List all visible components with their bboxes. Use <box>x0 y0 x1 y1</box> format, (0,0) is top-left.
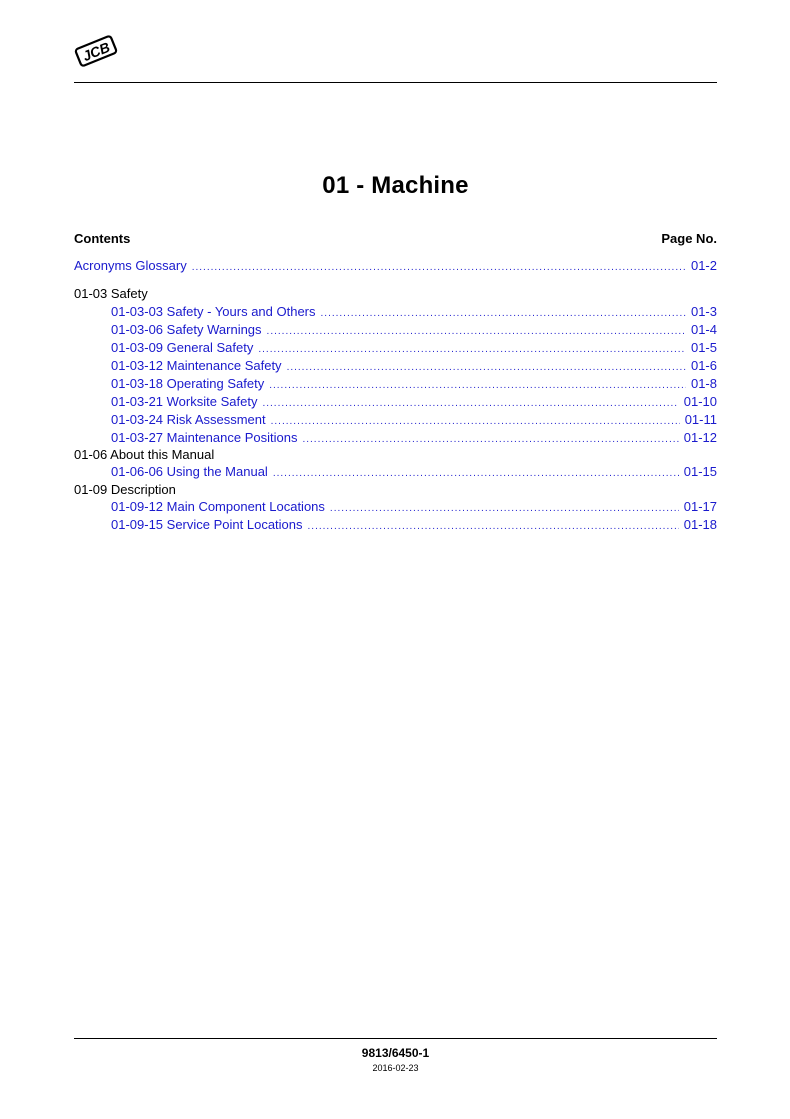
toc-entry-page: 01-15 <box>683 464 717 479</box>
toc-entry-using-the-manual[interactable] <box>111 464 717 480</box>
toc-entry-general-safety[interactable] <box>111 340 717 356</box>
toc-entry-title: Acronyms Glossary <box>74 258 187 273</box>
footer-rule <box>74 1038 717 1039</box>
toc-entry-title: 01-03-03 Safety - Yours and Others <box>111 304 316 319</box>
toc-entry-title: 01-09-15 Service Point Locations <box>111 517 303 532</box>
toc-entry-page: 01-10 <box>683 394 717 409</box>
toc-leader-dots <box>273 466 679 482</box>
toc-entry-title: 01-03-24 Risk Assessment <box>111 412 266 427</box>
toc-header <box>74 231 717 246</box>
toc-entry-maintenance-positions[interactable] <box>111 430 717 446</box>
toc-leader-dots <box>321 306 686 322</box>
document-code: 9813/6450-1 <box>361 1046 430 1060</box>
toc-entry-title: 01-06-06 Using the Manual <box>111 464 268 479</box>
toc-entry-page: 01-18 <box>683 517 717 532</box>
toc-leader-dots <box>262 396 678 412</box>
toc-entry-acronyms-glossary[interactable] <box>74 258 717 274</box>
toc-entry-title: 01-03-12 Maintenance Safety <box>111 358 282 373</box>
toc-leader-dots <box>302 432 678 448</box>
toc-entry-service-point-locations[interactable] <box>111 517 717 533</box>
toc-leader-dots <box>287 360 686 376</box>
page-no-label: Page No. <box>661 231 717 246</box>
toc-leader-dots <box>192 260 686 276</box>
toc-entry-title: 01-09-12 Main Component Locations <box>111 499 325 514</box>
toc-leader-dots <box>308 519 679 535</box>
toc-entry-page: 01-8 <box>690 376 717 391</box>
document-date: 2016-02-23 <box>372 1063 419 1073</box>
toc-entry-page: 01-11 <box>684 412 717 427</box>
toc-entry-title: 01-03-09 General Safety <box>111 340 254 355</box>
toc-entry-worksite-safety[interactable] <box>111 394 717 410</box>
toc-entry-page: 01-2 <box>690 258 717 273</box>
toc-leader-dots <box>267 324 686 340</box>
jcb-logo <box>74 34 118 68</box>
toc-entry-page: 01-12 <box>683 430 717 445</box>
contents-label: Contents <box>74 231 131 246</box>
toc-entry-title: 01-03-06 Safety Warnings <box>111 322 262 337</box>
header-rule <box>74 82 717 83</box>
page-title: 01 - Machine <box>322 172 469 199</box>
toc-entry-page: 01-17 <box>683 499 717 514</box>
toc-entry-page: 01-6 <box>690 358 717 373</box>
toc-entry-page: 01-3 <box>690 304 717 319</box>
toc-entry-title: 01-03-18 Operating Safety <box>111 376 265 391</box>
toc-leader-dots <box>258 342 686 358</box>
toc-section-about-this-manual: 01-06 About this Manual <box>74 447 215 462</box>
toc-entry-page: 01-4 <box>690 322 717 337</box>
toc-entry-safety-yours-and-others[interactable] <box>111 304 717 320</box>
toc-entry-operating-safety[interactable] <box>111 376 717 392</box>
toc-entry-risk-assessment[interactable] <box>111 412 717 428</box>
toc-entry-title: 01-03-21 Worksite Safety <box>111 394 258 409</box>
toc-leader-dots <box>271 414 680 430</box>
toc-section-description: 01-09 Description <box>74 482 176 497</box>
toc-entry-title: 01-03-27 Maintenance Positions <box>111 430 298 445</box>
toc-leader-dots <box>269 378 686 394</box>
toc-leader-dots <box>330 501 679 517</box>
logo-text: JCB <box>80 38 113 65</box>
toc-section-safety: 01-03 Safety <box>74 286 148 301</box>
toc-entry-safety-warnings[interactable] <box>111 322 717 338</box>
toc-entry-maintenance-safety[interactable] <box>111 358 717 374</box>
toc-entry-page: 01-5 <box>690 340 717 355</box>
toc-entry-main-component-locations[interactable] <box>111 499 717 515</box>
